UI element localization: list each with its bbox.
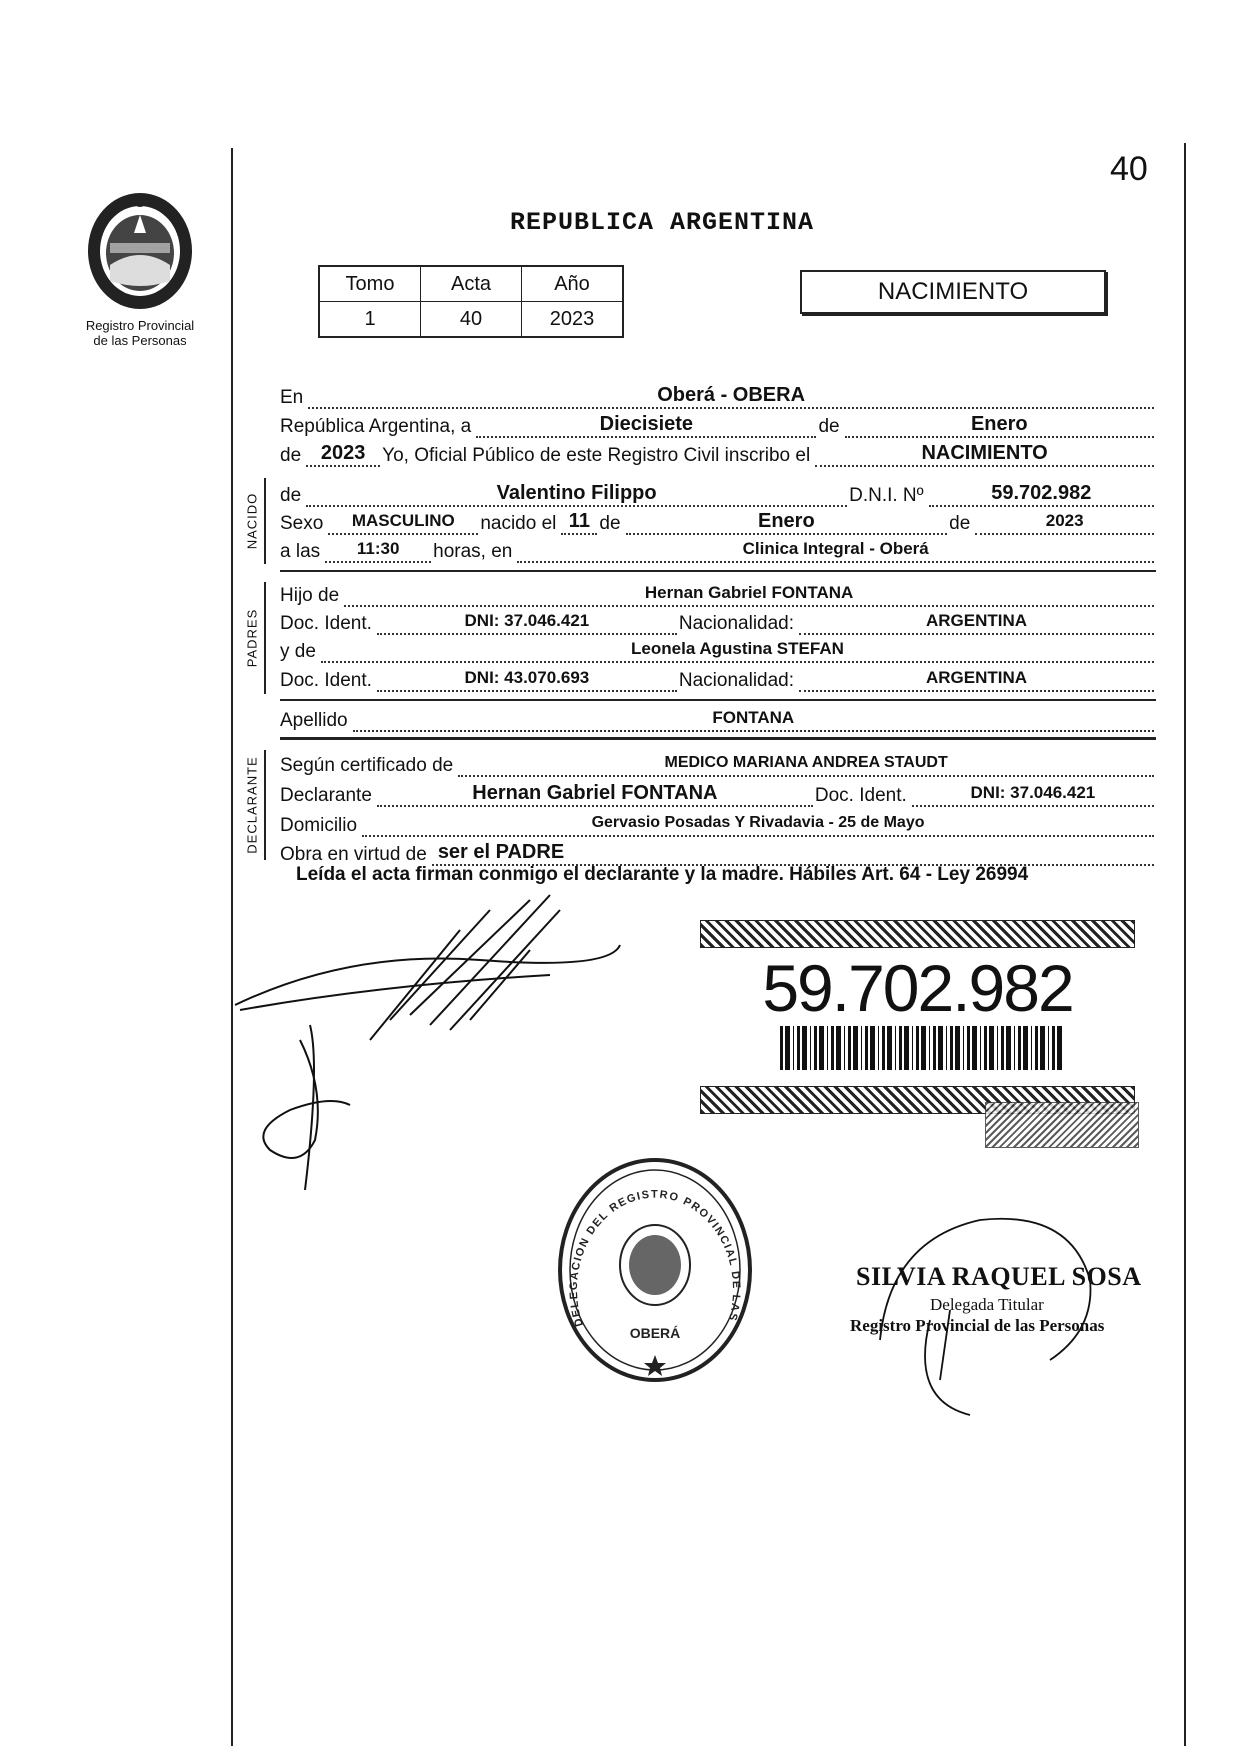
place-label: En (280, 387, 304, 408)
declarant-doc: DNI: 37.046.421 (970, 783, 1096, 802)
year-value: 2023 (320, 442, 366, 464)
newborn-dni-label: D.N.I. Nº (849, 485, 924, 506)
time-label: a las (280, 541, 321, 562)
closing-note: Leída el acta firman conmigo el declarante y la madre. Hábiles Art. 64 - Ley 26994 (296, 864, 1029, 885)
official-seal (555, 1155, 755, 1385)
certificate-value: MEDICO MARIANA ANDREA STAUDT (664, 754, 948, 771)
mother-name: Leonela Agustina STEFAN (631, 639, 844, 658)
father-label: Hijo de (280, 585, 340, 606)
year-prefix: de (280, 445, 302, 466)
born-month-label: de (599, 513, 621, 534)
father-name: Hernan Gabriel FONTANA (644, 583, 854, 602)
date-prefix: República Argentina, a (280, 416, 472, 437)
father-nat-label: Nacionalidad: (678, 613, 795, 634)
time-value: 11:30 (356, 539, 400, 558)
seal-city: OBERÁ (629, 1325, 681, 1341)
certificate-row (280, 751, 1156, 777)
sex-value: MASCULINO (351, 511, 455, 530)
declarant-doc-label: Doc. Ident. (814, 785, 907, 806)
book-value-tomo: 1 (319, 302, 421, 338)
security-stamp-icon (985, 1102, 1139, 1148)
mother-label: y de (280, 641, 316, 662)
declarant-name: Hernan Gabriel FONTANA (472, 782, 718, 804)
officer-role: Delegada Titular (930, 1295, 1044, 1314)
mother-doc-row (280, 666, 1156, 692)
place-value: Oberá - OBERA (657, 384, 806, 406)
issuer-line-2: de las Personas (93, 333, 187, 348)
parents-section-label: PADRES (244, 608, 260, 668)
born-day: 11 (568, 510, 590, 532)
book-value-acta: 40 (421, 302, 522, 338)
barcode-icon (780, 1026, 1065, 1070)
address-label: Domicilio (280, 815, 358, 836)
certificate-label: Según certificado de (280, 755, 454, 776)
born-month: Enero (758, 510, 815, 532)
mother-nat-label: Nacionalidad: (678, 670, 795, 691)
country-title: REPUBLICA ARGENTINA (510, 208, 815, 237)
book-header-acta: Acta (421, 266, 522, 302)
book-header-ano: Año (522, 266, 624, 302)
dni-stamp (700, 920, 1135, 1114)
capacity-label: Obra en virtud de (280, 844, 427, 865)
section-divider-1 (280, 570, 1156, 572)
father-nationality: ARGENTINA (925, 611, 1028, 630)
mother-doc: DNI: 43.070.693 (464, 668, 590, 687)
date-day: Diecisiete (599, 413, 694, 435)
date-month: Enero (970, 413, 1028, 435)
father-doc-label: Doc. Ident. (280, 613, 372, 634)
sex-label: Sexo (280, 513, 324, 534)
coat-of-arms-icon (80, 185, 200, 315)
birth-place-label: horas, en (433, 541, 513, 562)
surname-label: Apellido (280, 710, 348, 731)
year-row (280, 441, 1156, 467)
issuer-caption (55, 318, 225, 348)
security-band-top (700, 920, 1135, 948)
declarant-label: Declarante (280, 785, 372, 806)
parents-section-tab (238, 582, 268, 694)
declarant-row (280, 781, 1156, 807)
record-type-box: NACIMIENTO (800, 270, 1106, 314)
officer-name: SILVIA RAQUEL SOSA (856, 1262, 1142, 1291)
newborn-time-row (280, 537, 1156, 563)
year-act: NACIMIENTO (921, 442, 1048, 464)
father-doc: DNI: 37.046.421 (464, 611, 590, 630)
book-value-ano: 2023 (522, 302, 624, 338)
year-text: Yo, Oficial Público de este Registro Civil inscribo el (382, 445, 811, 466)
date-connector: de (818, 416, 840, 437)
surname-value: FONTANA (712, 708, 795, 727)
newborn-name-label: de (280, 485, 302, 506)
capacity-value: ser el PADRE (437, 841, 565, 863)
declarant-signature-icon (230, 890, 630, 1190)
declarant-section-label: DECLARANTE (244, 756, 260, 854)
declarant-section-tab (238, 750, 268, 860)
newborn-section-label: NACIDO (244, 492, 260, 550)
born-label: nacido el (480, 513, 557, 534)
page-number: 40 (1110, 150, 1148, 188)
seal-ring-text: DELEGACION DEL REGISTRO PROVINCIAL DE LAS (567, 1188, 743, 1328)
newborn-dni: 59.702.982 (991, 482, 1092, 504)
newborn-name: Valentino Filippo (496, 482, 657, 504)
newborn-section-tab (238, 478, 268, 564)
book-table (318, 265, 624, 338)
right-margin-line (1184, 143, 1186, 1746)
mother-nationality: ARGENTINA (925, 668, 1028, 687)
mother-doc-label: Doc. Ident. (280, 670, 372, 691)
section-divider-3 (280, 737, 1156, 740)
dni-stamp-number: 59.702.982 (762, 951, 1073, 1025)
address-value: Gervasio Posadas Y Rivadavia - 25 de Mayo (591, 814, 925, 831)
surname-row (280, 706, 1156, 732)
issuer-line-1: Registro Provincial (85, 318, 195, 333)
born-year-label: de (949, 513, 971, 534)
birth-place: Clinica Integral - Oberá (742, 539, 929, 558)
born-year: 2023 (1045, 511, 1084, 530)
officer-organization: Registro Provincial de las Personas (850, 1316, 1105, 1335)
book-header-tomo: Tomo (319, 266, 421, 302)
